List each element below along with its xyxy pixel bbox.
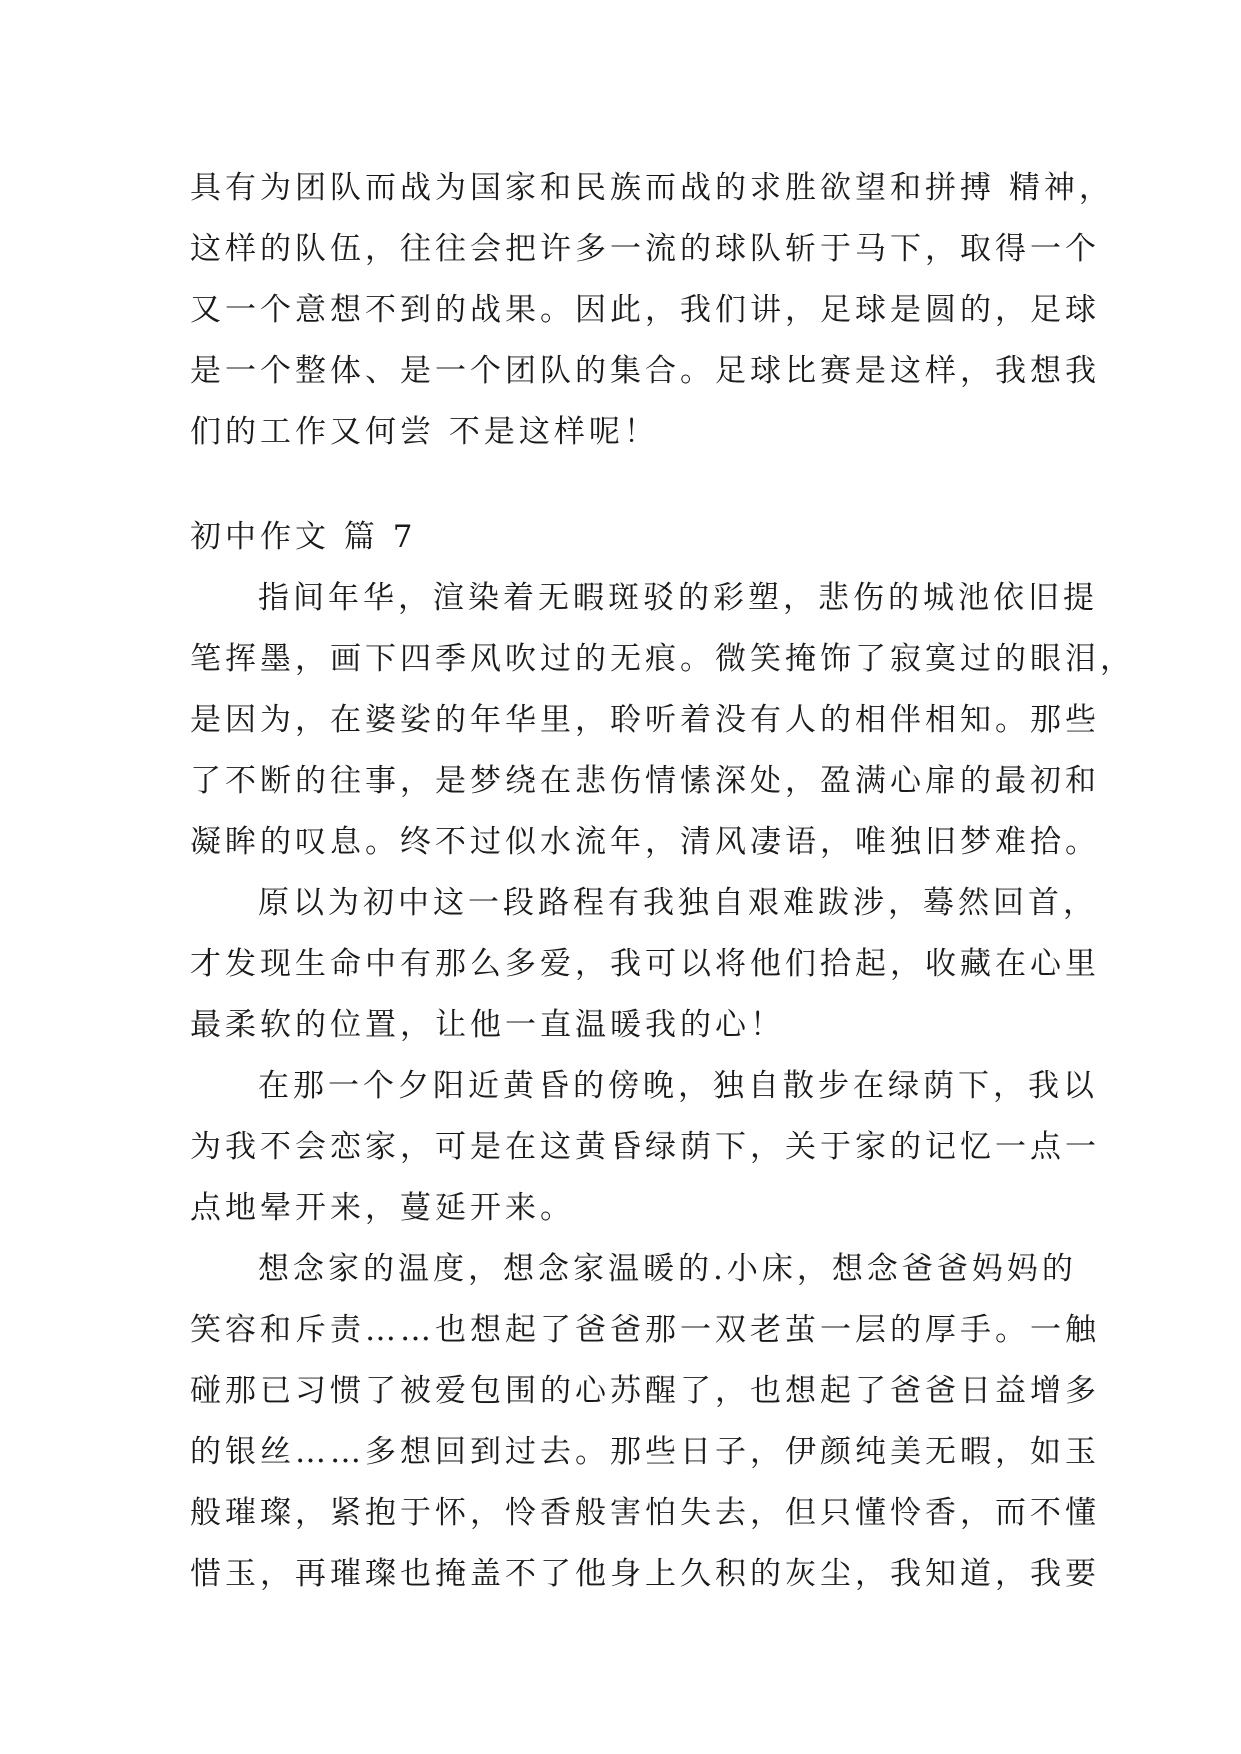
text-line: 是因为，在婆娑的年华里，聆听着没有人的相伴相知。那些 (190, 702, 1100, 738)
text-line: 原以为初中这一段路程有我独自艰难跋涉，蓦然回首， (258, 885, 1098, 921)
paragraph-3 (190, 1056, 1100, 1239)
text-line: 为我不会恋家，可是在这黄昏绿荫下，关于家的记忆一点一 (190, 1129, 1100, 1165)
text-line: 点地晕开来，蔓延开来。 (190, 1190, 575, 1226)
section-heading: 初中作文 篇 7 (190, 519, 417, 555)
text-line: 凝眸的叹息。终不过似水流年，清风凄语，唯独旧梦难拾。 (190, 824, 1100, 860)
text-line: 般璀璨，紧抱于怀，怜香般害怕失去，但只懂怜香，而不懂 (190, 1495, 1100, 1531)
paragraph-2 (190, 873, 1100, 1056)
text-line: 指间年华，渲染着无暇斑驳的彩塑，悲伤的城池依旧提 (258, 580, 1098, 616)
text-line: 具有为团队而战为国家和民族而战的求胜欲望和拼搏 精神， (190, 170, 1114, 206)
text-line: 是一个整体、是一个团队的集合。足球比赛是这样，我想我 (190, 353, 1100, 389)
text-line: 这样的队伍，往往会把许多一流的球队斩于马下，取得一个 (190, 231, 1100, 267)
text-line: 笔挥墨，画下四季风吹过的无痕。微笑掩饰了寂寞过的眼泪， (190, 641, 1135, 677)
text-line: 笑容和斥责……也想起了爸爸那一双老茧一层的厚手。一触 (190, 1312, 1100, 1348)
document-page (190, 158, 1135, 1605)
text-line: 们的工作又何尝 不是这样呢！ (190, 414, 659, 450)
text-line: 了不断的往事，是梦绕在悲伤情愫深处，盈满心扉的最初和 (190, 763, 1100, 799)
text-line: 最柔软的位置，让他一直温暖我的心！ (190, 1007, 785, 1043)
text-line: 的银丝……多想回到过去。那些日子，伊颜纯美无暇，如玉 (190, 1434, 1100, 1470)
text-line: 碰那已习惯了被爱包围的心苏醒了，也想起了爸爸日益增多 (190, 1373, 1100, 1409)
text-line: 在那一个夕阳近黄昏的傍晚，独自散步在绿荫下，我以 (258, 1068, 1098, 1104)
paragraph-1 (190, 568, 1135, 873)
text-line: 想念家的温度，想念家温暖的.小床，想念爸爸妈妈的 (258, 1251, 1077, 1287)
paragraph-4 (190, 1239, 1100, 1605)
text-line: 又一个意想不到的战果。因此，我们讲，足球是圆的，足球 (190, 292, 1100, 328)
text-line: 才发现生命中有那么多爱，我可以将他们拾起，收藏在心里 (190, 946, 1100, 982)
intro-paragraph (190, 158, 1114, 463)
text-line: 惜玉，再璀璨也掩盖不了他身上久积的灰尘，我知道，我要 (190, 1556, 1100, 1592)
